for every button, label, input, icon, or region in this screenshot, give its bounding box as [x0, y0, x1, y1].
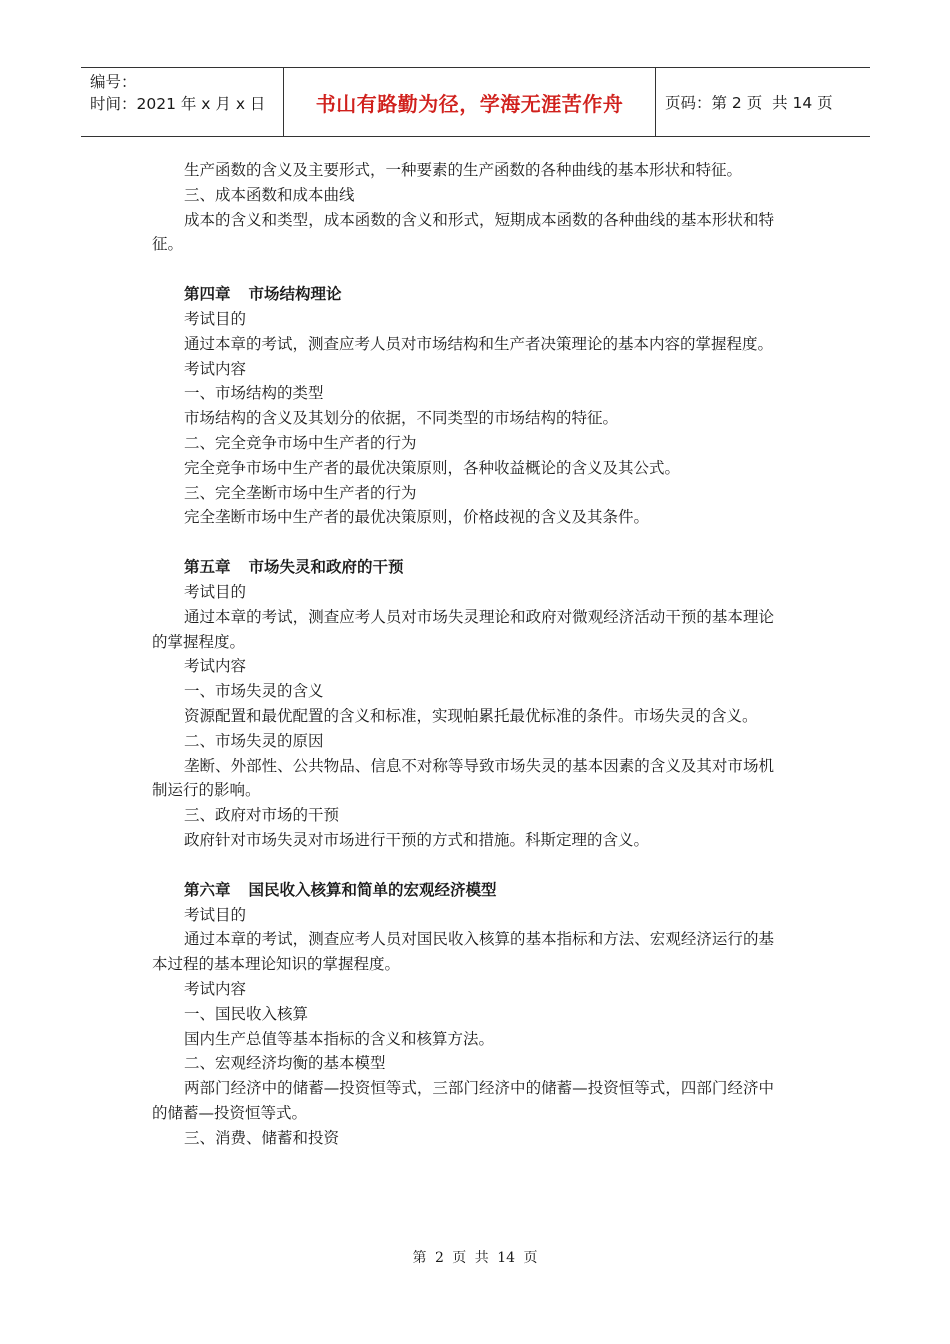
paragraph: 政府针对市场失灵对市场进行干预的方式和措施。科斯定理的含义。: [184, 830, 650, 849]
document-number-label: 编号：: [90, 73, 137, 91]
paragraph: 三、消费、储蓄和投资: [184, 1128, 340, 1147]
chapter-number: 第四章: [184, 285, 231, 304]
page-footer: 第 2 页 共 14 页: [412, 1250, 538, 1266]
paragraph: 考试内容: [184, 979, 247, 998]
paragraph: 考试内容: [184, 359, 247, 378]
chapter-title: 市场失灵和政府的干预: [248, 558, 404, 577]
paragraph: 一、市场失灵的含义: [184, 682, 324, 701]
header-motto: 书山有路勤为径，学海无涯苦作舟: [315, 91, 624, 116]
paragraph: 两部门经济中的储蓄—投资恒等式，三部门经济中的储蓄—投资恒等式，四部门经济中的储蓄—投资恒等式。: [152, 1079, 774, 1122]
page-header: [81, 67, 870, 137]
header-page-info: 页码：第 2 页 共 14 页: [665, 94, 833, 112]
header-motto-cell: [283, 68, 656, 136]
header-page-cell: [656, 68, 870, 136]
paragraph: 完全竞争市场中生产者的最优决策原则，各种收益概论的含义及其公式。: [184, 458, 681, 477]
paragraph: 二、宏观经济均衡的基本模型: [184, 1054, 386, 1073]
paragraph: 考试内容: [184, 657, 247, 676]
paragraph: 二、完全竞争市场中生产者的行为: [184, 433, 417, 452]
chapter-title: 国民收入核算和简单的宏观经济模型: [248, 880, 497, 899]
chapter-number: 第五章: [184, 558, 231, 577]
paragraph: 成本的含义和类型，成本函数的含义和形式，短期成本函数的各种曲线的基本形状和特征。: [152, 210, 774, 254]
chapter-heading: [152, 878, 774, 903]
paragraph: 资源配置和最优配置的含义和标准，实现帕累托最优标准的条件。市场失灵的含义。: [184, 706, 758, 725]
paragraph: 一、国民收入核算: [184, 1004, 309, 1023]
paragraph: 二、市场失灵的原因: [184, 731, 324, 750]
chapter-heading: [152, 555, 774, 580]
paragraph: 通过本章的考试，测查应考人员对市场失灵理论和政府对微观经济活动干预的基本理论的掌握程度。: [152, 607, 774, 651]
paragraph: 市场结构的含义及其划分的依据，不同类型的市场结构的特征。: [184, 409, 619, 428]
paragraph: 考试目的: [184, 582, 247, 601]
chapter-title: 市场结构理论: [248, 285, 342, 304]
paragraph: 考试目的: [184, 905, 247, 924]
section-heading: 三、成本函数和成本曲线: [184, 185, 355, 204]
paragraph: 三、政府对市场的干预: [184, 806, 340, 825]
header-left-cell: [81, 68, 283, 136]
paragraph: 完全垄断市场中生产者的最优决策原则，价格歧视的含义及其条件。: [184, 508, 650, 527]
chapter-heading: [152, 282, 774, 307]
paragraph: 垄断、外部性、公共物品、信息不对称等导致市场失灵的基本因素的含义及其对市场机制运行的影响。: [152, 756, 774, 800]
document-body: [152, 158, 774, 1150]
chapter-number: 第六章: [184, 880, 231, 899]
paragraph: 三、完全垄断市场中生产者的行为: [184, 483, 417, 502]
document-date: 时间：2021 年 x 月 x 日: [90, 95, 266, 113]
paragraph: 生产函数的含义及主要形式，一种要素的生产函数的各种曲线的基本形状和特征。: [184, 161, 743, 179]
paragraph: 通过本章的考试，测查应考人员对市场结构和生产者决策理论的基本内容的掌握程度。: [184, 334, 774, 353]
paragraph: 一、市场结构的类型: [184, 384, 324, 403]
paragraph: 考试目的: [184, 309, 247, 328]
paragraph: 国内生产总值等基本指标的含义和核算方法。: [184, 1029, 495, 1048]
paragraph: 通过本章的考试，测查应考人员对国民收入核算的基本指标和方法、宏观经济运行的基本过程的基本理论知识的掌握程度。: [152, 930, 774, 974]
